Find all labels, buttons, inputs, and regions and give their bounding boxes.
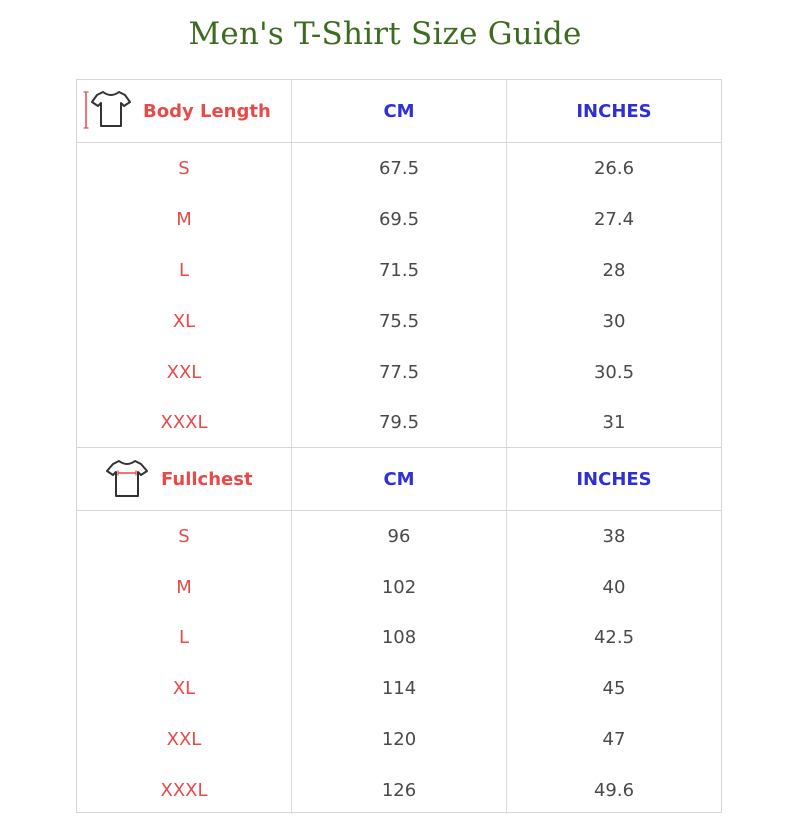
cm-value: 75.5	[378, 311, 420, 332]
page-title: Men's T-Shirt Size Guide	[188, 16, 582, 52]
cm-value: 108	[381, 627, 417, 648]
size-cell: XXXL	[160, 412, 208, 433]
inches-value: 31	[602, 412, 626, 433]
size-cell: XL	[172, 678, 196, 699]
body-length-section	[77, 80, 721, 447]
cm-header: CM	[383, 468, 415, 490]
inches-value: 30.5	[593, 362, 635, 383]
tshirt-body-length-icon	[83, 88, 135, 136]
table-row	[77, 511, 721, 562]
table-row	[77, 397, 721, 448]
table-row	[77, 714, 721, 765]
size-cell: XL	[172, 311, 196, 332]
table-row	[77, 347, 721, 398]
size-guide-table	[76, 79, 722, 813]
cm-value: 114	[381, 678, 417, 699]
table-row	[77, 194, 721, 245]
inches-value: 26.6	[593, 158, 635, 179]
fullchest-header-row	[77, 448, 721, 511]
inches-value: 42.5	[593, 627, 635, 648]
table-row	[77, 612, 721, 663]
body-length-label: Body Length	[143, 100, 271, 122]
size-cell: M	[176, 577, 192, 598]
fullchest-section	[77, 447, 721, 814]
cm-value: 69.5	[378, 209, 420, 230]
inches-header: INCHES	[576, 468, 652, 490]
table-row	[77, 663, 721, 714]
fullchest-label: Fullchest	[161, 468, 253, 490]
inches-header: INCHES	[576, 100, 652, 122]
size-cell: S	[178, 526, 190, 547]
table-row	[77, 765, 721, 816]
table-row	[77, 143, 721, 194]
inches-value: 45	[602, 678, 626, 699]
inches-value: 28	[602, 260, 626, 281]
size-cell: XXL	[166, 362, 202, 383]
size-cell: L	[178, 627, 190, 648]
inches-value: 49.6	[593, 780, 635, 801]
body-length-header-row	[77, 80, 721, 143]
inches-value: 38	[602, 526, 626, 547]
cm-value: 120	[381, 729, 417, 750]
cm-value: 77.5	[378, 362, 420, 383]
table-row	[77, 245, 721, 296]
tshirt-chest-icon	[103, 458, 151, 504]
size-cell: XXXL	[160, 780, 208, 801]
cm-value: 71.5	[378, 260, 420, 281]
size-cell: XXL	[166, 729, 202, 750]
inches-value: 27.4	[593, 209, 635, 230]
size-cell: M	[176, 209, 192, 230]
cm-header: CM	[383, 100, 415, 122]
inches-value: 40	[602, 577, 626, 598]
table-row	[77, 296, 721, 347]
inches-value: 47	[602, 729, 626, 750]
cm-value: 96	[387, 526, 411, 547]
inches-value: 30	[602, 311, 626, 332]
cm-value: 102	[381, 577, 417, 598]
cm-value: 79.5	[378, 412, 420, 433]
cm-value: 67.5	[378, 158, 420, 179]
size-cell: S	[178, 158, 190, 179]
cm-value: 126	[381, 780, 417, 801]
table-row	[77, 562, 721, 613]
size-cell: L	[178, 260, 190, 281]
